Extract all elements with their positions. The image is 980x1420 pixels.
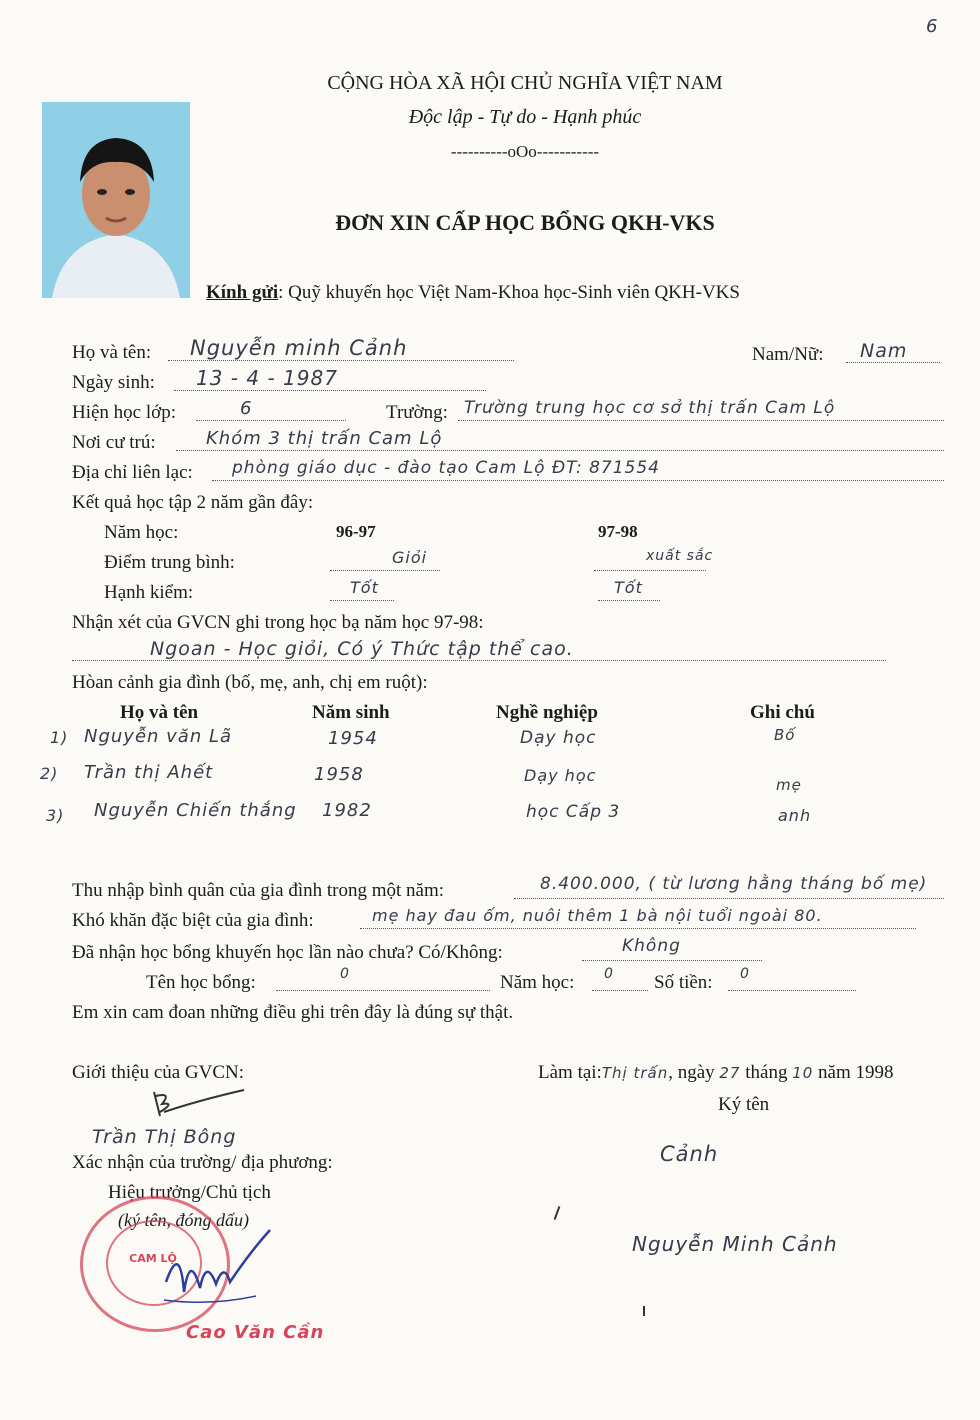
grade-dots xyxy=(196,420,346,421)
ink-dot xyxy=(643,1306,645,1316)
residence-value: Khóm 3 thị trấn Cam Lộ xyxy=(206,428,443,449)
family-row-2-note: mẹ xyxy=(776,776,802,794)
sign-label: Ký tên xyxy=(718,1094,770,1115)
month-label: tháng xyxy=(745,1062,788,1083)
conduct2-dots xyxy=(598,600,660,601)
country-header: CỘNG HÒA XÃ HỘI CHỦ NGHĨA VIỆT NAM xyxy=(327,72,723,94)
day-value: 27 xyxy=(719,1064,741,1082)
family-row-3-job: học Cấp 3 xyxy=(526,802,621,822)
family-row-3-note: anh xyxy=(778,806,812,825)
family-row-3-year: 1982 xyxy=(322,800,372,821)
school-value: Trường trung học cơ sở thị trấn Cam Lộ xyxy=(464,398,836,418)
family-row-2-idx: 2) xyxy=(40,764,59,783)
addressee-text: : Quỹ khuyến học Việt Nam-Khoa học-Sinh viên QKH-VKS xyxy=(278,282,740,303)
motto: Độc lập - Tự do - Hạnh phúc xyxy=(408,106,642,128)
teacher-comment-dots xyxy=(72,660,886,661)
contact-dots xyxy=(212,480,944,481)
family-header-name: Họ và tên xyxy=(120,702,199,723)
scholarship-year-label: Năm học: xyxy=(500,972,575,993)
page-number: 6 xyxy=(926,16,939,37)
confirmation-note: (ký tên, đóng dấu) xyxy=(118,1210,249,1230)
family-header-year: Năm sinh xyxy=(312,702,390,723)
signing-line xyxy=(538,1062,894,1084)
gender-value: Nam xyxy=(860,340,908,362)
year-label: năm 1998 xyxy=(818,1062,894,1083)
hardship-dots xyxy=(360,928,916,929)
dob-label: Ngày sinh: xyxy=(72,372,155,393)
family-row-1-job: Dạy học xyxy=(520,728,597,748)
scholarship-name-label: Tên học bổng: xyxy=(146,972,256,993)
income-value: 8.400.000, ( từ lương hằng tháng bố mẹ) xyxy=(540,874,928,894)
grade-label: Hiện học lớp: xyxy=(72,402,176,423)
received-label: Đã nhận học bổng khuyến học lần nào chưa? Có/Không: xyxy=(72,942,503,963)
conduct2: Tốt xyxy=(614,578,643,597)
income-label: Thu nhập bình quân của gia đình trong một năm: xyxy=(72,880,445,901)
family-row-1-year: 1954 xyxy=(328,728,378,749)
name-dots xyxy=(168,360,514,361)
day-label: , ngày xyxy=(668,1062,715,1083)
hardship-value: mẹ hay đau ốm, nuôi thêm 1 bà nội tuổi ngoài 80. xyxy=(372,906,823,925)
scholarship-year-dots xyxy=(592,990,648,991)
place-label: Làm tại: xyxy=(538,1062,602,1083)
teacher-comment-value: Ngoan - Học giỏi, Có ý Thức tập thể cao. xyxy=(150,638,574,660)
addressee xyxy=(206,282,740,304)
ink-mark xyxy=(554,1206,561,1220)
declaration: Em xin cam đoan những điều ghi trên đây là đúng sự thật. xyxy=(72,1002,514,1023)
grade-value: 6 xyxy=(240,398,253,419)
dob-dots xyxy=(174,390,486,391)
teacher-comment-label: Nhận xét của GVCN ghi trong học bạ năm học 97-98: xyxy=(72,612,484,633)
contact-label: Địa chỉ liên lạc: xyxy=(72,462,193,483)
conduct1: Tốt xyxy=(350,578,379,597)
received-value: Không xyxy=(622,936,681,956)
form-title: ĐƠN XIN CẤP HỌC BỔNG QKH-VKS xyxy=(335,210,715,235)
teacher-intro-label: Giới thiệu của GVCN: xyxy=(72,1062,245,1083)
scholarship-name-value: 0 xyxy=(340,966,350,982)
school-label: Trường: xyxy=(386,402,448,423)
family-row-1-note: Bố xyxy=(774,726,796,744)
scholarship-year-value: 0 xyxy=(604,966,614,982)
year-label: Năm học: xyxy=(104,522,179,543)
family-row-1-idx: 1) xyxy=(50,728,69,747)
year2: 97-98 xyxy=(598,522,638,541)
hardship-label: Khó khăn đặc biệt của gia đình: xyxy=(72,910,314,931)
name-label: Họ và tên: xyxy=(72,342,152,363)
amount-dots xyxy=(728,990,856,991)
family-header-job: Nghề nghiệp xyxy=(496,702,598,723)
addressee-label: Kính gửi xyxy=(206,282,279,303)
residence-dots xyxy=(176,450,944,451)
gender-dots xyxy=(846,362,940,363)
year1: 96-97 xyxy=(336,522,376,541)
avg-label: Điểm trung bình: xyxy=(104,552,235,573)
family-label: Hòan cảnh gia đình (bố, mẹ, anh, chị em ruột): xyxy=(72,672,428,693)
confirmation-role: Hiệu trưởng/Chủ tịch xyxy=(108,1182,271,1203)
family-row-1-name: Nguyễn văn Lã xyxy=(84,726,233,747)
teacher-signature-name: Trần Thị Bông xyxy=(92,1126,237,1148)
teacher-signature-mark xyxy=(140,1086,250,1126)
income-dots xyxy=(514,898,944,899)
conduct1-dots xyxy=(330,600,394,601)
confirmation-label: Xác nhận của trường/ địa phương: xyxy=(72,1152,333,1173)
month-value: 10 xyxy=(792,1064,814,1082)
avg1: Giỏi xyxy=(392,548,428,567)
family-row-3-name: Nguyễn Chiến thắng xyxy=(94,800,297,821)
family-row-2-year: 1958 xyxy=(314,764,364,785)
avg2-dots xyxy=(594,570,706,571)
separator: ----------oOo----------- xyxy=(450,142,600,161)
student-full-name: Nguyễn Minh Cảnh xyxy=(632,1232,838,1256)
principal-signature xyxy=(160,1222,280,1312)
avg2: xuất sắc xyxy=(646,548,714,564)
received-dots xyxy=(582,960,762,961)
place-value: Thị trấn xyxy=(601,1064,669,1082)
family-row-2-name: Trần thị Ahết xyxy=(84,762,214,783)
gender-label: Nam/Nữ: xyxy=(752,344,824,365)
avg1-dots xyxy=(330,570,440,571)
principal-name: Cao Văn Cần xyxy=(186,1322,325,1343)
contact-value: phòng giáo dục - đào tạo Cam Lộ ĐT: 871554 xyxy=(232,458,660,478)
family-row-3-idx: 3) xyxy=(46,806,65,825)
results-title: Kết quả học tập 2 năm gần đây: xyxy=(72,492,314,513)
conduct-label: Hạnh kiểm: xyxy=(104,582,194,603)
name-value: Nguyễn minh Cảnh xyxy=(190,336,408,360)
scholarship-name-dots xyxy=(276,990,490,991)
student-signature: Cảnh xyxy=(660,1142,719,1166)
amount-value: 0 xyxy=(740,966,750,982)
family-row-2-job: Dạy học xyxy=(524,766,597,785)
dob-value: 13 - 4 - 1987 xyxy=(196,366,338,390)
student-photo xyxy=(42,102,190,298)
family-header-note: Ghi chú xyxy=(750,702,815,723)
amount-label: Số tiền: xyxy=(654,972,713,993)
school-dots xyxy=(458,420,944,421)
residence-label: Nơi cư trú: xyxy=(72,432,156,453)
stamp-center: CAM LỘ xyxy=(129,1252,177,1265)
